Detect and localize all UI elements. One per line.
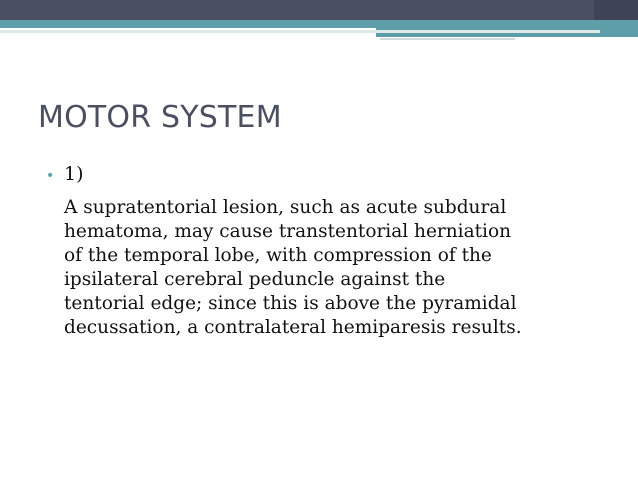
body-line: ipsilateral cerebral peduncle against the (64, 269, 446, 290)
body-paragraph (64, 196, 624, 340)
slide-title: MOTOR SYSTEM (38, 100, 282, 135)
body-line: hematoma, may cause transtentorial herniation (64, 221, 512, 242)
body-line: decussation, a contralateral hemiparesis results. (64, 317, 522, 338)
header-dark-corner (594, 0, 638, 20)
bullet-label: 1) (64, 163, 84, 185)
header-light-line (0, 30, 600, 33)
bullet-dot-icon: • (46, 168, 55, 184)
body-line: of the temporal lobe, with compression of the (64, 245, 492, 266)
bullet-item (46, 163, 84, 185)
body-line: A supratentorial lesion, such as acute subdural (64, 197, 507, 218)
body-line: tentorial edge; since this is above the pyramidal (64, 293, 517, 314)
header-light-line-short (380, 38, 515, 40)
header-dark-band (0, 0, 638, 20)
